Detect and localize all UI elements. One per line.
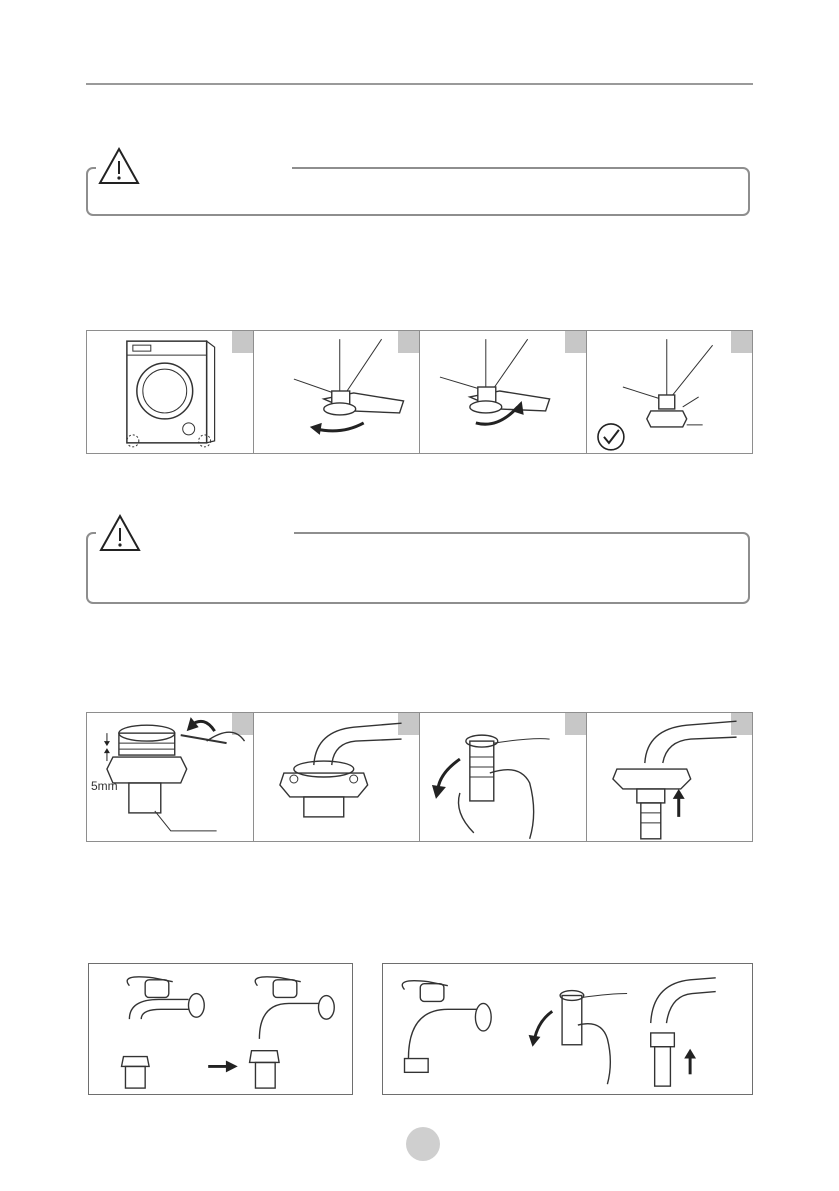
warning-box-2 [86,532,750,604]
panel-plain-tap [382,963,753,1095]
pull-sleeve-illustration [420,713,586,841]
tighten-nut-illustration [420,331,586,453]
panel-threaded-tap [88,963,353,1095]
panel-pull-sleeve [420,713,587,841]
panel-adapter-on-tap [254,713,421,841]
panel-loosen-nut [254,331,421,453]
warning-triangle-icon [98,513,142,553]
loosen-nut-illustration [254,331,420,453]
figure-row-1 [86,330,753,454]
adapter-on-tap-illustration [254,713,420,841]
panel-nut-ok [587,331,753,453]
warning-box-1 [86,167,750,216]
check-circle-icon [597,424,623,450]
measure-label: 5mm [91,779,118,793]
panel-washer-feet [87,331,254,453]
panel-hose-connected [587,713,753,841]
nut-ok-illustration [587,331,753,453]
washer-illustration [87,331,253,453]
plain-tap-illustration [383,964,752,1094]
adapter-screws-illustration [87,713,253,841]
threaded-tap-illustration [89,964,352,1094]
panel-adapter-screws [87,713,254,841]
panel-tighten-nut [420,331,587,453]
figure-row-2 [86,712,753,842]
hose-connected-illustration [587,713,753,841]
page-number-badge [406,1127,440,1161]
warning-triangle-icon [97,146,141,186]
header-rule [86,83,753,85]
